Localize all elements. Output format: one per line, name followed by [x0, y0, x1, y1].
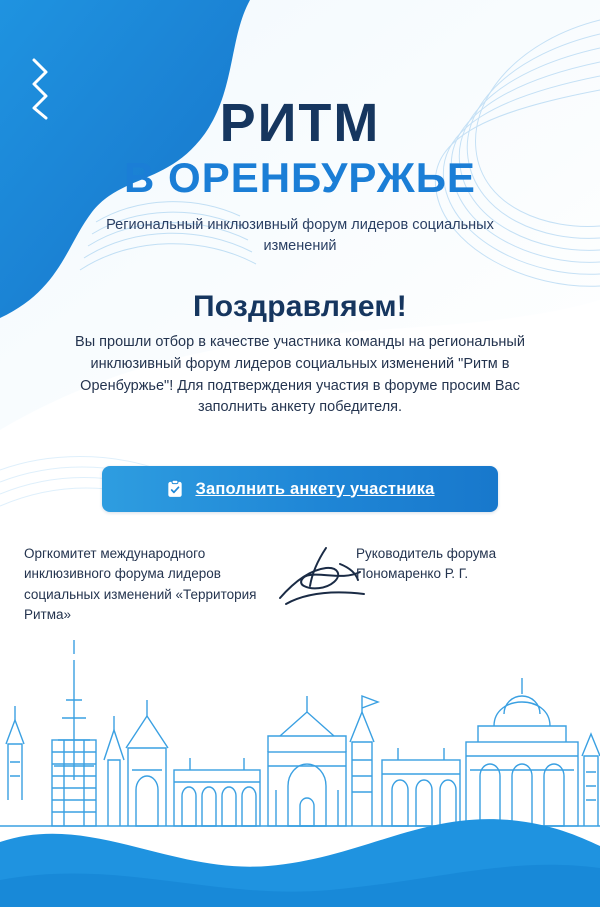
clipboard-check-icon [165, 479, 185, 499]
body-text: Вы прошли отбор в качестве участника команды на региональный инклюзивный форум лидеров социальных изменений "Ритм в Оренбуржье"! Для подтверждения участия в форуме просим Вас заполнить анкету победителя. [75, 334, 525, 416]
fill-participant-form-button[interactable] [102, 466, 498, 512]
forum-leader-role: Руководитель форума [356, 546, 497, 561]
signature-row [0, 540, 600, 640]
page-title-secondary: В ОРЕНБУРЖЬЕ [124, 154, 476, 202]
congratulations-heading: Поздравляем! [193, 290, 407, 323]
organizer-text: Оргкомитет международного инклюзивного форума лидеров социальных изменений «Территория Ритма» [24, 546, 257, 622]
page-subtitle: Региональный инклюзивный форум лидеров социальных изменений [106, 217, 494, 255]
fill-participant-form-label: Заполнить анкету участника [195, 479, 435, 498]
forum-leader-name: Пономаренко Р. Г. [356, 566, 469, 582]
forum-leader-block [356, 544, 576, 585]
title-block [0, 93, 600, 257]
cta-container [0, 466, 600, 512]
page-title-primary: РИТМ [219, 93, 381, 153]
